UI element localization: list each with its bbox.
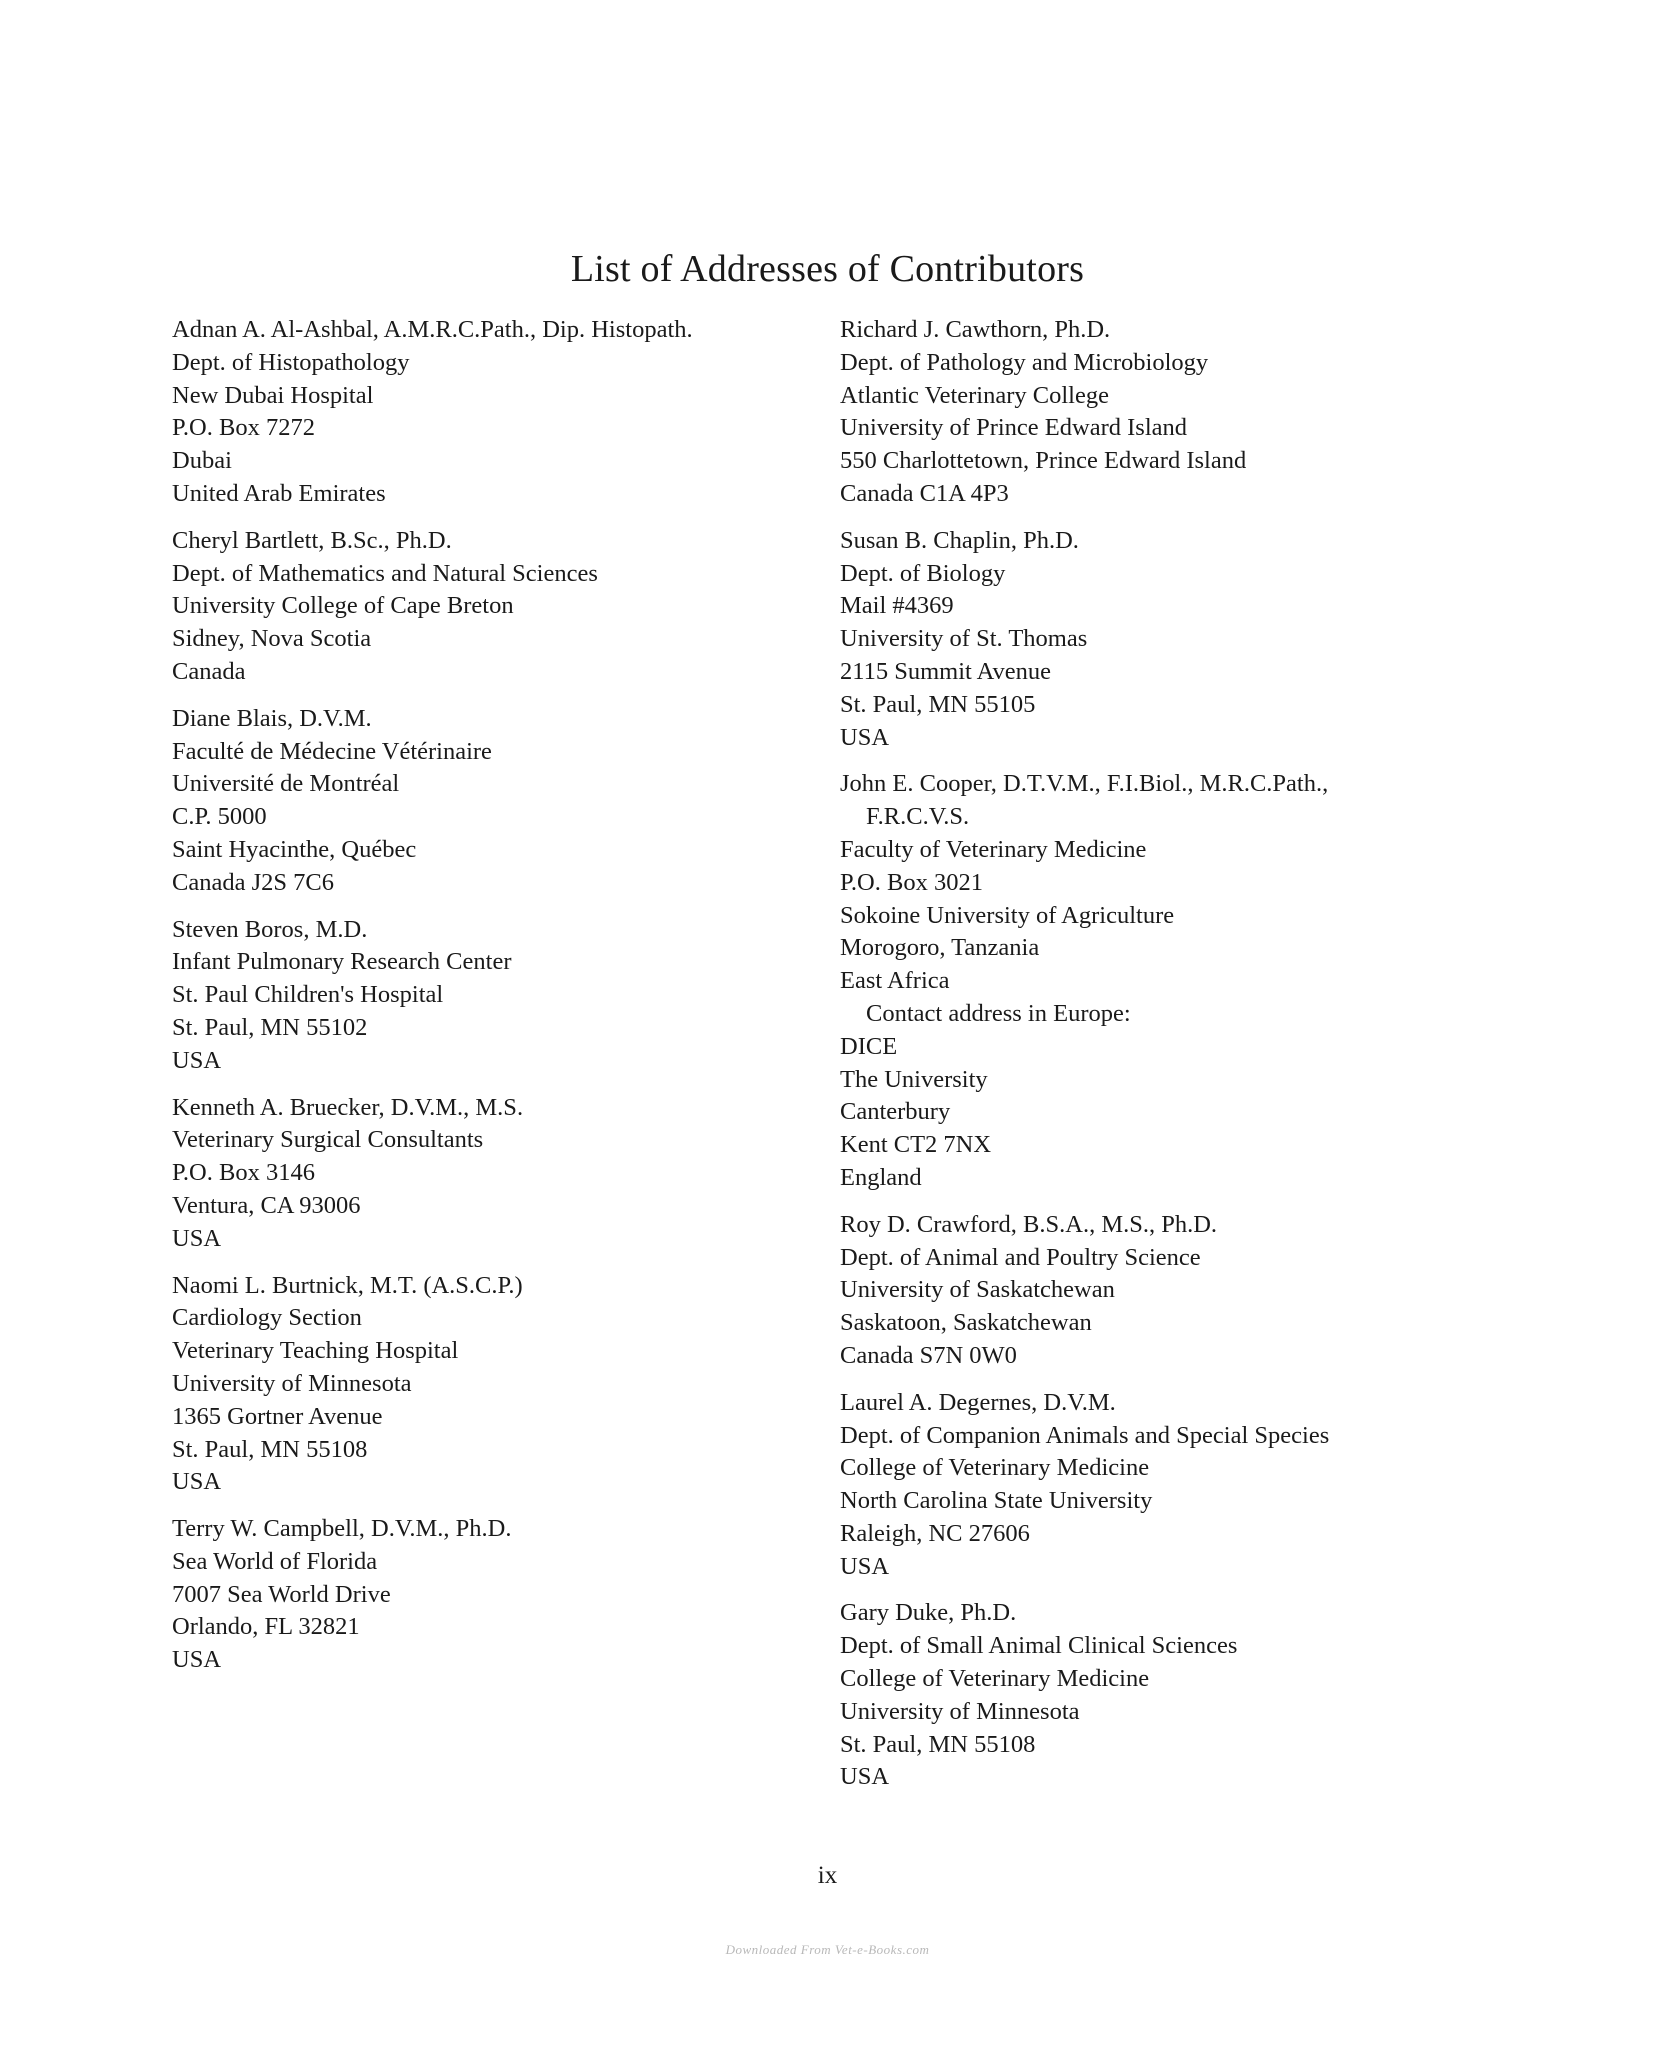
page-number: ix (817, 1862, 838, 1889)
contributor-entry (840, 768, 1540, 1194)
address-line: P.O. Box 7272 (172, 414, 315, 442)
contributor-name: Cheryl Bartlett, B.Sc., Ph.D. (172, 526, 452, 554)
address-line: Raleigh, NC 27606 (840, 1519, 1030, 1547)
address-line: P.O. Box 3021 (840, 868, 983, 896)
address-line: The University (840, 1065, 988, 1093)
address-line: St. Paul, MN 55108 (172, 1435, 368, 1463)
contributor-entry (172, 1513, 812, 1677)
contributor-name: Kenneth A. Bruecker, D.V.M., M.S. (172, 1093, 524, 1121)
contributor-entry (172, 914, 812, 1078)
address-line: Faculty of Veterinary Medicine (840, 835, 1147, 863)
address-line: USA (840, 1552, 890, 1580)
address-line: Cardiology Section (172, 1304, 362, 1332)
address-line: Dubai (172, 447, 232, 475)
contributor-name: Susan B. Chaplin, Ph.D. (840, 526, 1079, 554)
address-line: Dept. of Animal and Poultry Science (840, 1243, 1201, 1271)
contributor-entry (840, 1387, 1540, 1584)
address-line: Veterinary Teaching Hospital (172, 1337, 459, 1365)
contributor-entry (840, 1209, 1540, 1373)
address-line: Sea World of Florida (172, 1547, 378, 1575)
contributor-entry (172, 525, 812, 689)
contributor-name: Roy D. Crawford, B.S.A., M.S., Ph.D. (840, 1210, 1218, 1238)
contributor-entry (172, 314, 812, 511)
address-line: Contact address in Europe: (866, 999, 1131, 1027)
contributor-entry (172, 1092, 812, 1256)
address-line: 2115 Summit Avenue (840, 657, 1051, 685)
address-line: USA (172, 1224, 222, 1252)
address-line: USA (172, 1646, 222, 1674)
address-line: University of Prince Edward Island (840, 414, 1187, 442)
address-line: New Dubai Hospital (172, 381, 374, 409)
contributor-name: Steven Boros, M.D. (172, 915, 368, 943)
address-line: Mail #4369 (840, 592, 954, 620)
contributor-name: Laurel A. Degernes, D.V.M. (840, 1388, 1116, 1416)
address-line: USA (840, 723, 890, 751)
contributor-entry (172, 1270, 812, 1500)
right-column (840, 314, 1540, 1808)
address-line: Dept. of Mathematics and Natural Sciences (172, 559, 598, 587)
address-line: USA (172, 1468, 222, 1496)
address-line: University of Minnesota (840, 1697, 1080, 1725)
address-line: 7007 Sea World Drive (172, 1580, 391, 1608)
address-line: Canada C1A 4P3 (840, 479, 1009, 507)
address-line: USA (840, 1763, 890, 1791)
left-column (172, 314, 812, 1691)
address-line: Veterinary Surgical Consultants (172, 1126, 484, 1154)
contributor-entry (840, 525, 1540, 755)
address-line: Sokoine University of Agriculture (840, 901, 1175, 929)
address-line: Dept. of Small Animal Clinical Sciences (840, 1632, 1238, 1660)
address-line: Sidney, Nova Scotia (172, 625, 372, 653)
address-line: P.O. Box 3146 (172, 1159, 315, 1187)
address-line: Infant Pulmonary Research Center (172, 948, 512, 976)
address-line: Canada S7N 0W0 (840, 1341, 1017, 1369)
address-line: Dept. of Histopathology (172, 348, 410, 376)
page-title: List of Addresses of Contributors (570, 248, 1085, 291)
address-line: St. Paul, MN 55102 (172, 1013, 368, 1041)
address-line: Canada (172, 657, 246, 685)
address-line: Kent CT2 7NX (840, 1131, 992, 1159)
address-line: C.P. 5000 (172, 803, 267, 831)
address-line: University of St. Thomas (840, 625, 1088, 653)
address-line: University of Minnesota (172, 1369, 412, 1397)
address-line: St. Paul Children's Hospital (172, 981, 444, 1009)
contributor-entry (840, 1597, 1540, 1794)
address-line: 1365 Gortner Avenue (172, 1402, 383, 1430)
contributor-name: Richard J. Cawthorn, Ph.D. (840, 316, 1111, 343)
address-line: United Arab Emirates (172, 479, 386, 507)
contributor-name: Adnan A. Al-Ashbal, A.M.R.C.Path., Dip. Histopath. (172, 316, 693, 343)
contributor-name: Gary Duke, Ph.D. (840, 1599, 1017, 1627)
contributor-name: Naomi L. Burtnick, M.T. (A.S.C.P.) (172, 1271, 523, 1299)
address-line: University of Saskatchewan (840, 1276, 1115, 1304)
address-line: F.R.C.V.S. (866, 803, 970, 831)
contributor-entry (840, 314, 1540, 511)
address-line: USA (172, 1046, 222, 1074)
address-line: Saint Hyacinthe, Québec (172, 835, 417, 863)
address-line: Ventura, CA 93006 (172, 1191, 361, 1219)
contributor-name: Terry W. Campbell, D.V.M., Ph.D. (172, 1515, 512, 1543)
address-line: Dept. of Pathology and Microbiology (840, 348, 1209, 376)
address-line: East Africa (840, 967, 950, 995)
address-line: Orlando, FL 32821 (172, 1613, 360, 1641)
address-line: Morogoro, Tanzania (840, 934, 1040, 962)
address-line: Faculté de Médecine Vétérinaire (172, 737, 492, 765)
address-line: England (840, 1163, 922, 1191)
address-line: St. Paul, MN 55108 (840, 1730, 1036, 1758)
address-line: Canada J2S 7C6 (172, 868, 334, 896)
address-line: Saskatoon, Saskatchewan (840, 1309, 1092, 1337)
watermark: Downloaded From Vet-e-Books.com (725, 1942, 930, 1957)
address-line: Université de Montréal (172, 770, 400, 798)
address-line: College of Veterinary Medicine (840, 1454, 1150, 1482)
address-line: 550 Charlottetown, Prince Edward Island (840, 447, 1247, 475)
address-line: St. Paul, MN 55105 (840, 690, 1036, 718)
contributor-name: Diane Blais, D.V.M. (172, 704, 372, 732)
address-line: University College of Cape Breton (172, 592, 514, 620)
address-line: Dept. of Companion Animals and Special Species (840, 1421, 1330, 1449)
contributor-entry (172, 703, 812, 900)
address-line: Atlantic Veterinary College (840, 381, 1109, 409)
address-line: DICE (840, 1032, 898, 1060)
address-line: Canterbury (840, 1098, 951, 1126)
address-line: Dept. of Biology (840, 559, 1006, 587)
address-line: North Carolina State University (840, 1487, 1153, 1515)
contributor-name: John E. Cooper, D.T.V.M., F.I.Biol., M.R.C.Path., (840, 770, 1329, 798)
address-line: College of Veterinary Medicine (840, 1665, 1150, 1693)
